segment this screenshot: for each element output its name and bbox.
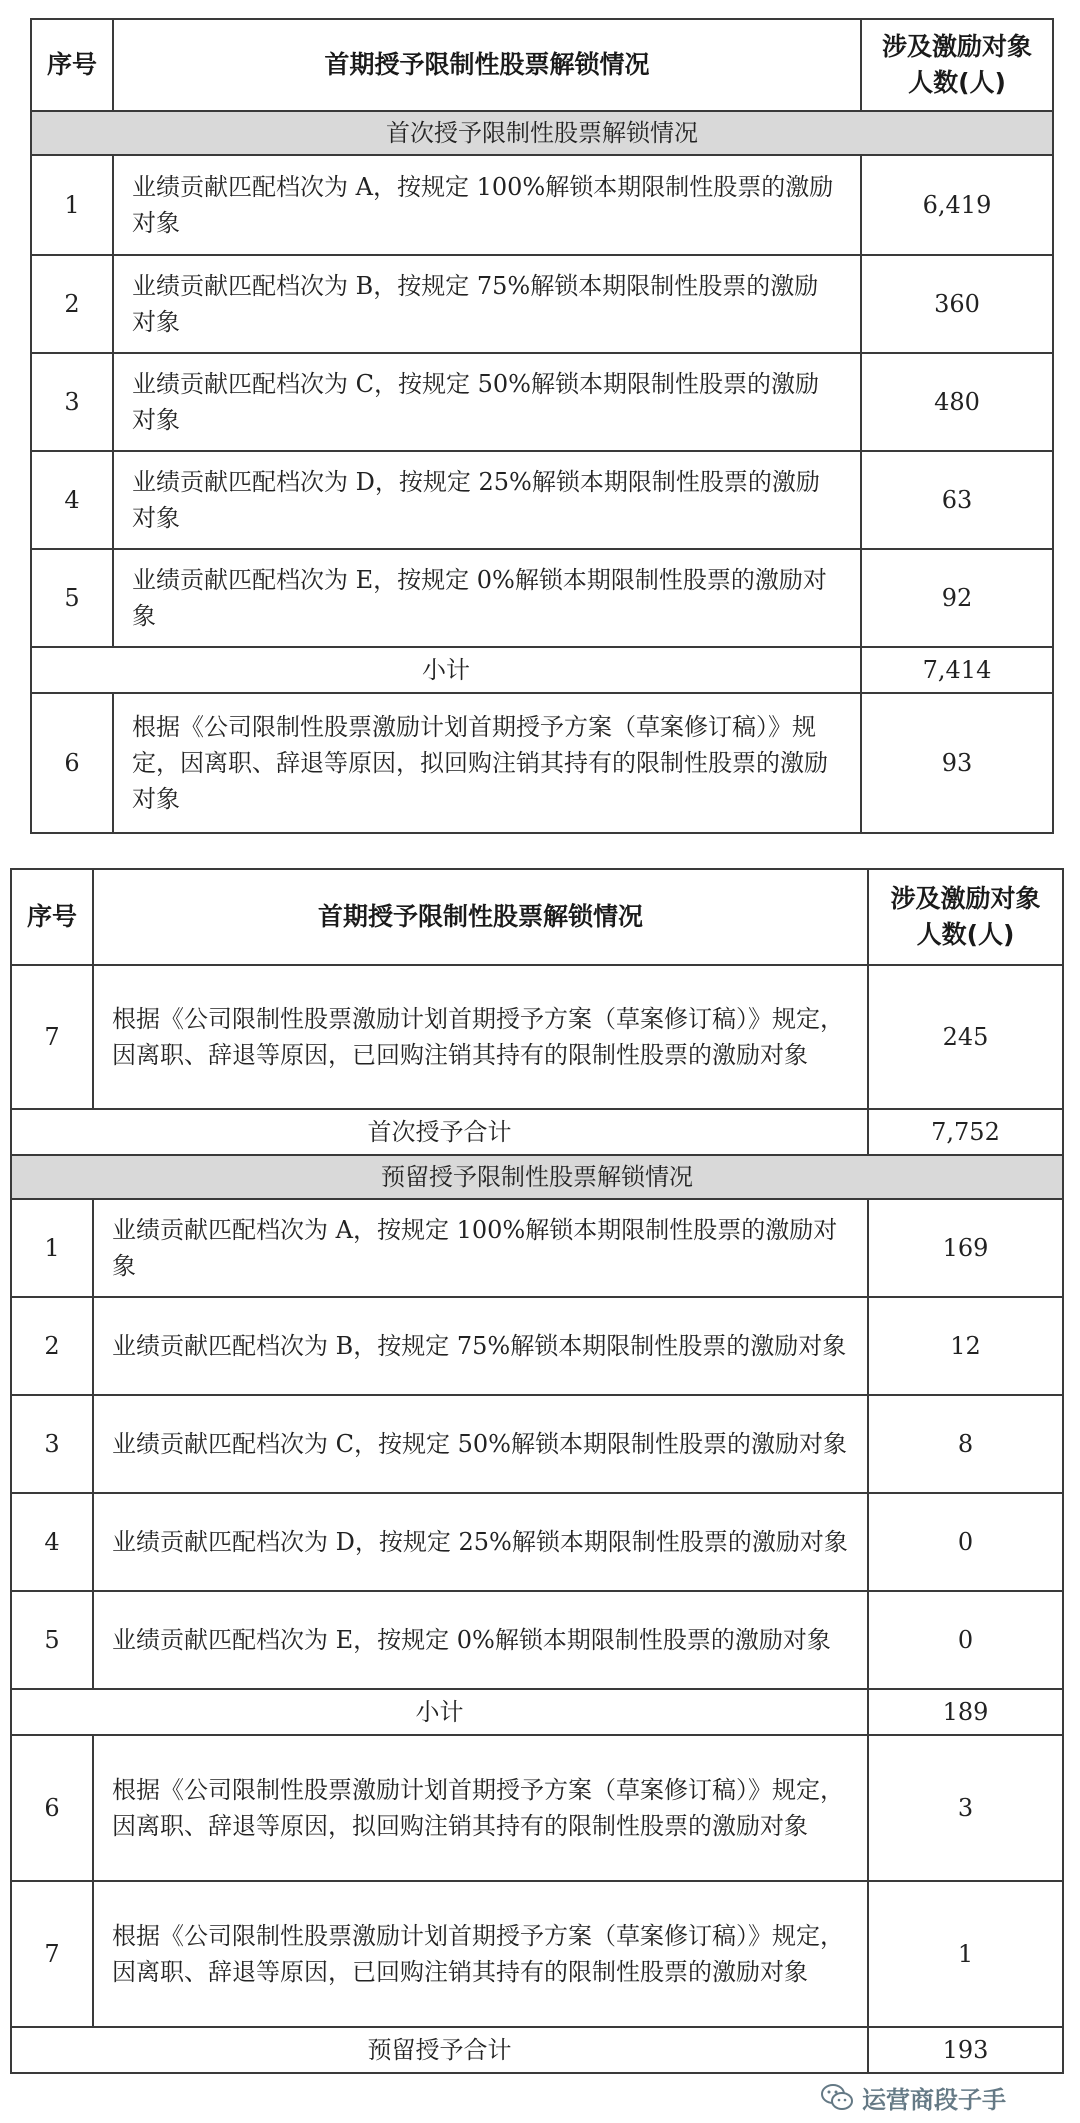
total-label: 预留授予合计 [11, 2027, 868, 2073]
row-no: 7 [11, 965, 93, 1109]
row-desc: 业绩贡献匹配档次为 B，按规定 75%解锁本期限制性股票的激励对象 [93, 1297, 868, 1395]
row-count: 92 [861, 549, 1053, 647]
total-row [11, 2027, 1063, 2073]
row-count: 480 [861, 353, 1053, 451]
subtotal-value: 7,414 [861, 647, 1053, 693]
row-count: 3 [868, 1735, 1063, 1881]
section-row [31, 111, 1053, 155]
row-count: 0 [868, 1591, 1063, 1689]
header-desc: 首期授予限制性股票解锁情况 [113, 19, 861, 111]
header-count-line1: 涉及激励对象 [890, 884, 1041, 913]
wechat-icon [820, 2082, 854, 2112]
section-title-reserved: 预留授予限制性股票解锁情况 [11, 1155, 1063, 1199]
unlock-table-page-1 [30, 18, 1054, 834]
row-desc: 业绩贡献匹配档次为 B，按规定 75%解锁本期限制性股票的激励对象 [113, 255, 861, 353]
row-desc: 业绩贡献匹配档次为 C，按规定 50%解锁本期限制性股票的激励对象 [93, 1395, 868, 1493]
table-row [11, 1591, 1063, 1689]
row-desc: 业绩贡献匹配档次为 D，按规定 25%解锁本期限制性股票的激励对象 [93, 1493, 868, 1591]
row-count: 12 [868, 1297, 1063, 1395]
section-title-first: 首次授予限制性股票解锁情况 [31, 111, 1053, 155]
unlock-table-page-2 [10, 868, 1064, 2074]
row-no: 1 [11, 1199, 93, 1297]
row-no: 2 [11, 1297, 93, 1395]
watermark-text: 运营商段子手 [862, 2085, 1006, 2114]
subtotal-row [11, 1689, 1063, 1735]
header-desc: 首期授予限制性股票解锁情况 [93, 869, 868, 965]
row-no: 3 [11, 1395, 93, 1493]
row-count: 245 [868, 965, 1063, 1109]
header-count-line2: 人数(人) [908, 68, 1006, 97]
table-row [11, 1493, 1063, 1591]
row-count: 169 [868, 1199, 1063, 1297]
row-count: 8 [868, 1395, 1063, 1493]
row-desc: 业绩贡献匹配档次为 D，按规定 25%解锁本期限制性股票的激励对象 [113, 451, 861, 549]
table-row [31, 549, 1053, 647]
subtotal-row [31, 647, 1053, 693]
total-row [11, 1109, 1063, 1155]
row-count: 93 [861, 693, 1053, 833]
row-no: 5 [31, 549, 113, 647]
row-desc: 业绩贡献匹配档次为 C，按规定 50%解锁本期限制性股票的激励对象 [113, 353, 861, 451]
row-no: 4 [31, 451, 113, 549]
row-desc: 根据《公司限制性股票激励计划首期授予方案（草案修订稿）》规定，因离职、辞退等原因，拟回购注销其持有的限制性股票的激励对象 [93, 1735, 868, 1881]
row-no: 4 [11, 1493, 93, 1591]
table-row [31, 255, 1053, 353]
row-no: 3 [31, 353, 113, 451]
table-header-row [11, 869, 1063, 965]
table-row [31, 451, 1053, 549]
row-count: 6,419 [861, 155, 1053, 255]
row-desc: 根据《公司限制性股票激励计划首期授予方案（草案修订稿）》规定，因离职、辞退等原因，已回购注销其持有的限制性股票的激励对象 [93, 1881, 868, 2027]
row-count: 63 [861, 451, 1053, 549]
row-desc: 业绩贡献匹配档次为 E，按规定 0%解锁本期限制性股票的激励对象 [113, 549, 861, 647]
table-row [11, 965, 1063, 1109]
table-row [31, 155, 1053, 255]
section-row [11, 1155, 1063, 1199]
row-count: 360 [861, 255, 1053, 353]
header-no: 序号 [11, 869, 93, 965]
row-no: 1 [31, 155, 113, 255]
row-no: 2 [31, 255, 113, 353]
row-desc: 根据《公司限制性股票激励计划首期授予方案（草案修订稿）》规定，因离职、辞退等原因，拟回购注销其持有的限制性股票的激励对象 [113, 693, 861, 833]
total-value: 7,752 [868, 1109, 1063, 1155]
watermark [820, 2075, 1050, 2119]
table-row [11, 1199, 1063, 1297]
subtotal-label: 小计 [11, 1689, 868, 1735]
row-no: 6 [11, 1735, 93, 1881]
row-no: 6 [31, 693, 113, 833]
header-count [861, 19, 1053, 111]
subtotal-value: 189 [868, 1689, 1063, 1735]
row-no: 5 [11, 1591, 93, 1689]
table-header-row [31, 19, 1053, 111]
row-count: 1 [868, 1881, 1063, 2027]
table-row [31, 353, 1053, 451]
row-desc: 业绩贡献匹配档次为 A，按规定 100%解锁本期限制性股票的激励对象 [113, 155, 861, 255]
table-row [11, 1297, 1063, 1395]
row-no: 7 [11, 1881, 93, 2027]
row-desc: 根据《公司限制性股票激励计划首期授予方案（草案修订稿）》规定，因离职、辞退等原因，已回购注销其持有的限制性股票的激励对象 [93, 965, 868, 1109]
table-row [11, 1881, 1063, 2027]
row-desc: 业绩贡献匹配档次为 A，按规定 100%解锁本期限制性股票的激励对象 [93, 1199, 868, 1297]
row-desc: 业绩贡献匹配档次为 E，按规定 0%解锁本期限制性股票的激励对象 [93, 1591, 868, 1689]
total-value: 193 [868, 2027, 1063, 2073]
total-label: 首次授予合计 [11, 1109, 868, 1155]
table-row [11, 1395, 1063, 1493]
header-count-line1: 涉及激励对象 [881, 32, 1032, 61]
header-no: 序号 [31, 19, 113, 111]
row-count: 0 [868, 1493, 1063, 1591]
table-row [31, 693, 1053, 833]
table-row [11, 1735, 1063, 1881]
header-count [868, 869, 1063, 965]
header-count-line2: 人数(人) [916, 920, 1015, 949]
subtotal-label: 小计 [31, 647, 861, 693]
